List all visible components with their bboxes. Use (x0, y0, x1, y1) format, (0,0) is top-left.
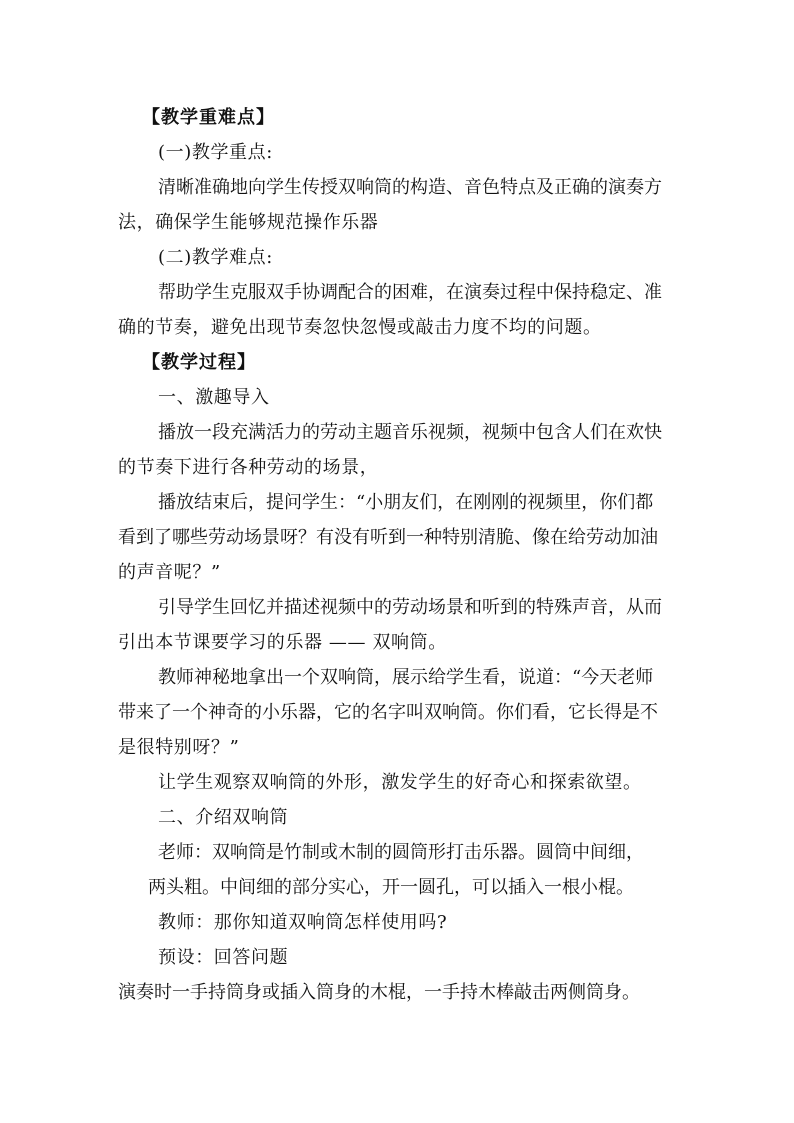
paragraph-line: 帮助学生克服双手协调配合的困难，在演奏过程中保持稳定、准 (158, 282, 662, 303)
paragraph-line: 教师神秘地拿出一个双响筒，展示给学生看，说道：“今天老师 (158, 667, 654, 688)
paragraph-line: 两头粗。中间细的部分实心，开一圆孔，可以插入一根小棍。 (148, 877, 634, 898)
paragraph-line: 看到了哪些劳动场景呀？有没有听到一种特别清脆、像在给劳动加油 (118, 527, 658, 548)
subheading-difficult-point: (二)教学难点: (158, 247, 273, 268)
paragraph-line: 引出本节课要学习的乐器 —— 双响筒。 (118, 632, 447, 653)
paragraph-line: 确的节奏，避免出现节奏忽快忽慢或敲击力度不均的问题。 (118, 317, 602, 338)
heading-teaching-key-points: 【教学重难点】 (142, 107, 275, 128)
paragraph-line: 的声音呢？” (118, 562, 221, 583)
paragraph-line: 是很特别呀？” (118, 737, 240, 758)
paragraph-line: 教师：那你知道双响筒怎样使用吗? (158, 912, 448, 933)
subheading-key-point: (一)教学重点: (158, 142, 273, 163)
document-body (118, 100, 694, 1010)
paragraph-line: 引导学生回忆并描述视频中的劳动场景和听到的特殊声音，从而 (158, 597, 662, 618)
subheading-introduction: 一、激趣导入 (158, 387, 270, 408)
paragraph-line: 让学生观察双响筒的外形，激发学生的好奇心和探索欲望。 (158, 772, 642, 793)
paragraph-line: 播放一段充满活力的劳动主题音乐视频，视频中包含人们在欢快 (158, 422, 662, 443)
paragraph-line: 带来了一个神奇的小乐器，它的名字叫双响筒。你们看，它长得是不 (118, 702, 658, 723)
paragraph-line: 法，确保学生能够规范操作乐器 (118, 212, 379, 233)
subheading-introduce-instrument: 二、介绍双响筒 (158, 807, 289, 828)
paragraph-line: 老师：双响筒是竹制或木制的圆筒形打击乐器。圆筒中间细， (158, 842, 644, 863)
paragraph-line: 播放结束后，提问学生：“小朋友们，在刚刚的视频里，你们都 (158, 492, 654, 513)
paragraph-line: 清晰准确地向学生传授双响筒的构造、音色特点及正确的演奏方 (158, 177, 662, 198)
paragraph-line: 的节奏下进行各种劳动的场景， (118, 457, 379, 478)
heading-teaching-process: 【教学过程】 (142, 352, 256, 373)
paragraph-line: 演奏时一手持筒身或插入筒身的木棍，一手持木棒敲击两侧筒身。 (118, 982, 640, 1003)
paragraph-line: 预设：回答问题 (158, 947, 289, 968)
